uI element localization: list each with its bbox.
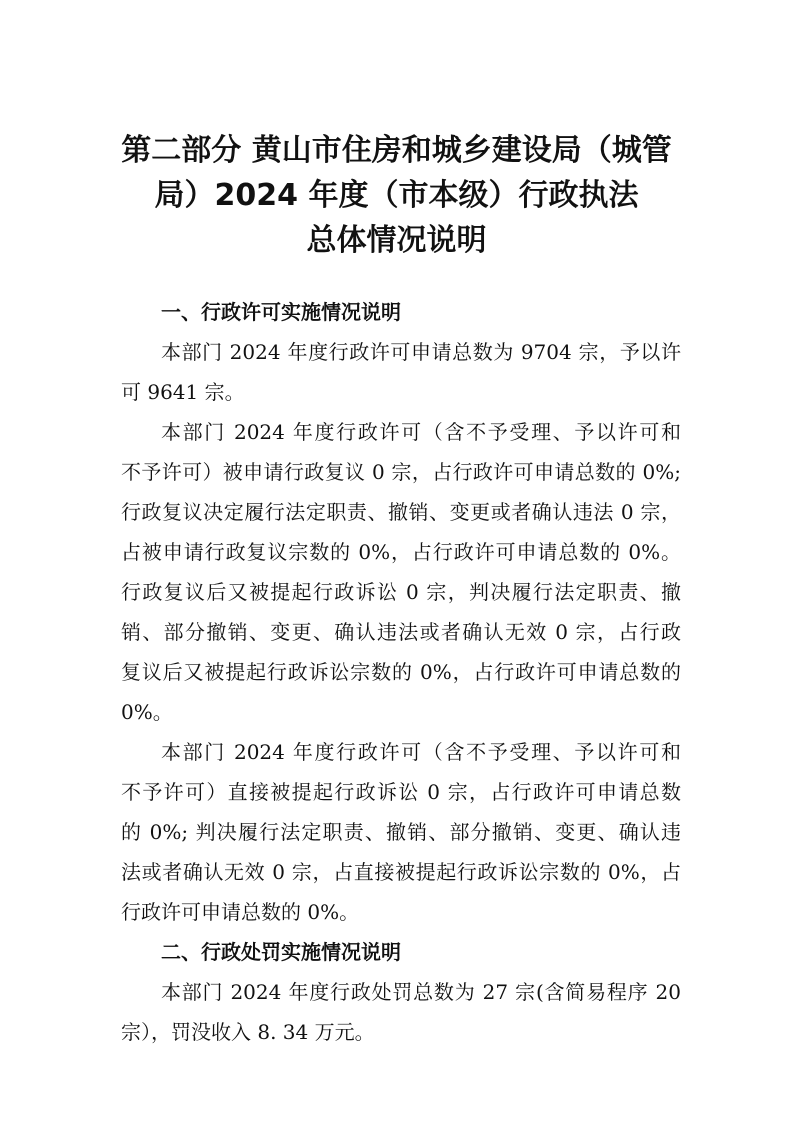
section-heading-penalty: 二、行政处罚实施情况说明 (161, 940, 401, 964)
paragraph-license-litigation (121, 732, 681, 932)
text-line: 行政许可申请总数的 0%。 (121, 900, 360, 924)
text-line: 法或者确认无效 0 宗，占直接被提起行政诉讼宗数的 0%，占 (121, 860, 681, 884)
text-line: 本部门 2024 年度行政许可（含不予受理、予以许可和 (161, 740, 681, 764)
text-line: 本部门 2024 年度行政许可（含不予受理、予以许可和 (161, 420, 681, 444)
text-line: 宗），罚没收入 8. 34 万元。 (121, 1020, 375, 1044)
text-line: 本部门 2024 年度行政处罚总数为 27 宗(含简易程序 20 (161, 980, 681, 1004)
text-line: 本部门 2024 年度行政许可申请总数为 9704 宗，予以许 (161, 340, 681, 364)
text-line: 不予许可）直接被提起行政诉讼 0 宗，占行政许可申请总数 (121, 780, 681, 804)
paragraph-license-review (121, 412, 681, 732)
text-line: 行政复议后又被提起行政诉讼 0 宗，判决履行法定职责、撤 (121, 580, 681, 604)
text-line: 销、部分撤销、变更、确认违法或者确认无效 0 宗，占行政 (121, 620, 681, 644)
text-line: 复议后又被提起行政诉讼宗数的 0%，占行政许可申请总数的 (121, 660, 681, 684)
title-line: 第二部分 黄山市住房和城乡建设局（城管 (121, 133, 672, 168)
paragraph-license-total (121, 332, 681, 412)
text-line: 的 0%; 判决履行法定职责、撤销、部分撤销、变更、确认违 (121, 820, 681, 844)
title-line: 局）2024 年度（市本级）行政执法 (154, 178, 639, 213)
text-line: 行政复议决定履行法定职责、撤销、变更或者确认违法 0 宗， (121, 500, 681, 524)
paragraph-penalty-total (121, 972, 681, 1052)
document-title (100, 128, 693, 263)
text-line: 占被申请行政复议宗数的 0%，占行政许可申请总数的 0%。 (121, 540, 681, 564)
section-heading-license: 一、行政许可实施情况说明 (161, 300, 401, 324)
document-body (121, 292, 681, 1052)
text-line: 可 9641 宗。 (121, 380, 245, 404)
text-line: 0%。 (121, 700, 173, 724)
text-line: 不予许可）被申请行政复议 0 宗，占行政许可申请总数的 0%; (121, 460, 681, 484)
title-line: 总体情况说明 (306, 223, 487, 258)
